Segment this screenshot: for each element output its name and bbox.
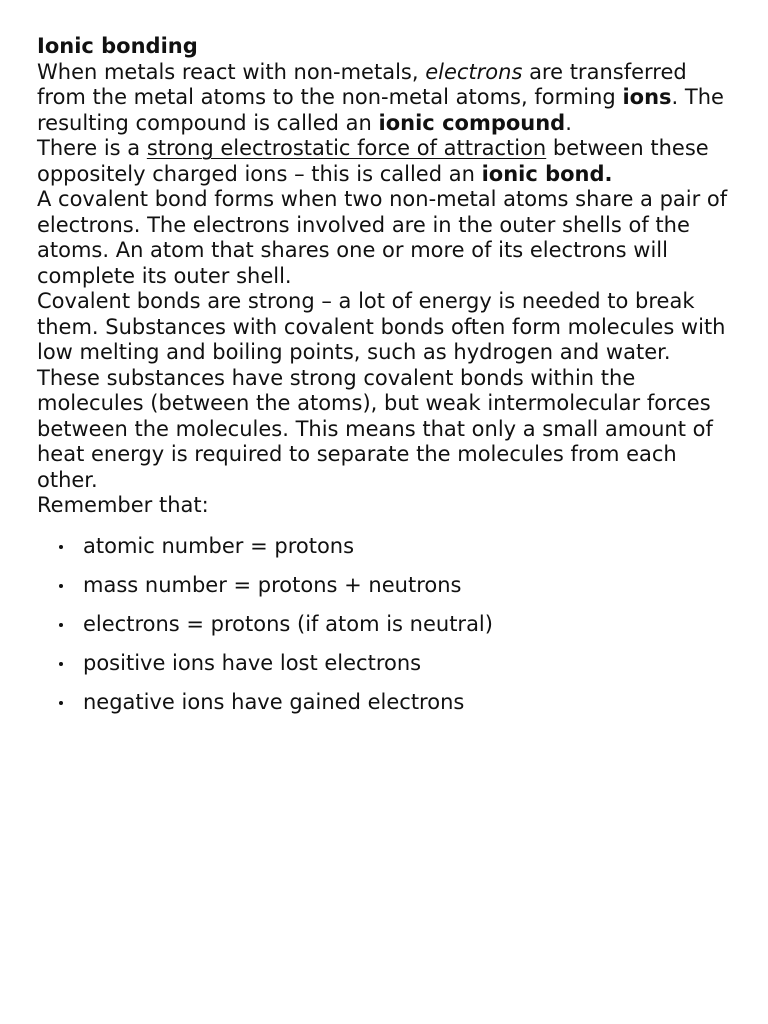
- attraction-paragraph: There is a strong electrostatic force of attraction between these oppositely charged ions – this is called an ionic bond.: [37, 136, 709, 186]
- covalent-paragraph: A covalent bond forms when two non-metal atoms share a pair of electrons. The electrons involved are in the outer shells of the atoms. An atom that shares one or more of its electrons will complete its outer shell.: [37, 187, 728, 288]
- electrostatic-force-underlined: strong electrostatic force of attraction: [146, 136, 547, 160]
- document-title: Ionic bonding: [37, 34, 198, 58]
- bullet-icon: [59, 701, 63, 705]
- list-item: positive ions have lost electrons: [37, 648, 737, 687]
- covalent-strength-paragraph: Covalent bonds are strong – a lot of energy is needed to break them. Substances with covalent bonds often form molecules with low melting and boiling points, such as hydrogen and water. These substances have strong covalent bonds within the molecules (between the atoms), but weak intermolecular forces between the molecules. This means that only a small amount of heat energy is required to separate the molecules from each other.: [37, 289, 726, 492]
- remember-label: Remember that:: [37, 493, 209, 517]
- ionic-bond-bold: ionic bond.: [481, 161, 613, 186]
- document-page: [37, 34, 737, 726]
- list-item: mass number = protons + neutrons: [37, 570, 737, 609]
- list-item: negative ions have gained electrons: [37, 687, 737, 726]
- ionic-compound-bold: ionic compound: [378, 110, 566, 135]
- summary-list: [37, 531, 737, 726]
- list-item: electrons = protons (if atom is neutral): [37, 609, 737, 648]
- ions-bold: ions: [622, 85, 672, 109]
- bullet-icon: [59, 623, 63, 627]
- list-item: atomic number = protons: [37, 531, 737, 570]
- bullet-icon: [59, 545, 63, 549]
- ionic-paragraph: When metals react with non-metals, electrons are transferred from the metal atoms to the non-metal atoms, forming ions. The resulting compound is called an ionic compound.: [37, 59, 724, 135]
- bullet-icon: [59, 584, 63, 588]
- electrons-italic: electrons: [425, 59, 523, 84]
- bullet-icon: [59, 662, 63, 666]
